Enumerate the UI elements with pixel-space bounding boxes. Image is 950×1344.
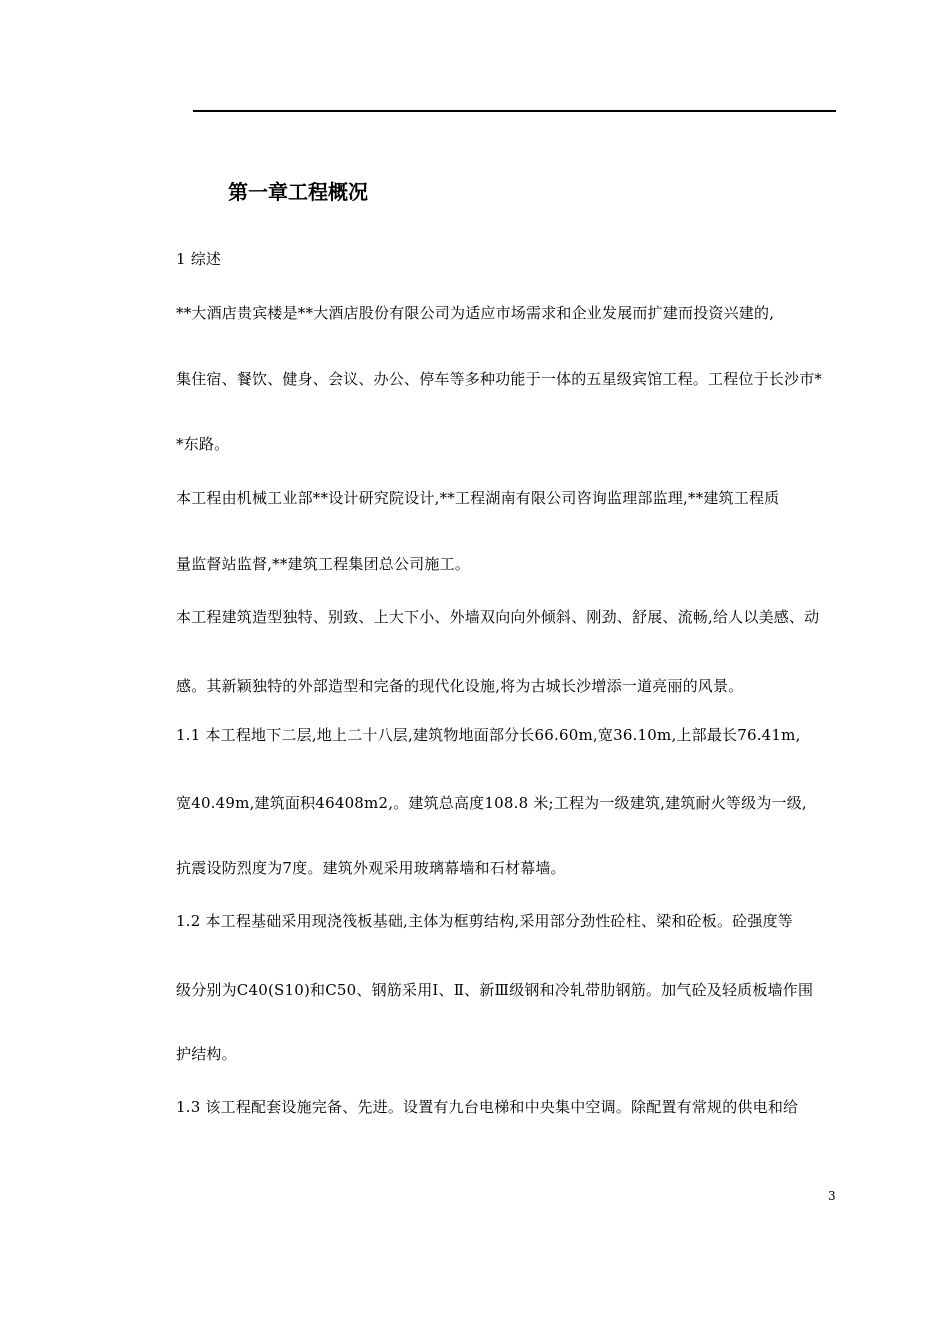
paragraph-line: 本工程由机械工业部**设计研究院设计,**工程湖南有限公司咨询监理部监理,**建筑工程质 xyxy=(176,489,780,507)
paragraph-line: 级分别为C40(S10)和C50、钢筋采用Ⅰ、Ⅱ、新Ⅲ级钢和冷轧带肋钢筋。加气砼及轻质板墙作围 xyxy=(176,981,814,999)
header-rule xyxy=(193,110,836,112)
paragraph-line: 1.1 本工程地下二层,地上二十八层,建筑物地面部分长66.60m,宽36.10m,上部最长76.41m, xyxy=(176,726,801,744)
paragraph-line: 护结构。 xyxy=(176,1045,237,1063)
paragraph-line: 1.2 本工程基础采用现浇筏板基础,主体为框剪结构,采用部分劲性砼柱、梁和砼板。砼强度等 xyxy=(176,912,793,930)
paragraph-line: *东路。 xyxy=(176,435,230,453)
paragraph-line: 1.3 该工程配套设施完备、先进。设置有九台电梯和中央集中空调。除配置有常规的供电和给 xyxy=(176,1098,799,1116)
paragraph-line: 本工程建筑造型独特、别致、上大下小、外墙双向向外倾斜、刚劲、舒展、流畅,给人以美感、动 xyxy=(176,608,820,626)
page-number: 3 xyxy=(828,1189,836,1203)
chapter-title: 第一章工程概况 xyxy=(228,180,368,204)
section-heading: 1 综述 xyxy=(176,250,222,268)
paragraph-line: 集住宿、餐饮、健身、会议、办公、停车等多种功能于一体的五星级宾馆工程。工程位于长沙市* xyxy=(176,370,823,388)
paragraph-line: 宽40.49m,建筑面积46408m2,。建筑总高度108.8 米;工程为一级建筑,建筑耐火等级为一级, xyxy=(176,794,807,812)
paragraph-line: 抗震设防烈度为7度。建筑外观采用玻璃幕墙和石材幕墙。 xyxy=(176,859,566,877)
paragraph-line: 量监督站监督,**建筑工程集团总公司施工。 xyxy=(176,555,470,573)
paragraph-line: **大酒店贵宾楼是**大酒店股份有限公司为适应市场需求和企业发展而扩建而投资兴建的, xyxy=(176,304,775,322)
paragraph-line: 感。其新颖独特的外部造型和完备的现代化设施,将为古城长沙增添一道亮丽的风景。 xyxy=(176,677,744,695)
